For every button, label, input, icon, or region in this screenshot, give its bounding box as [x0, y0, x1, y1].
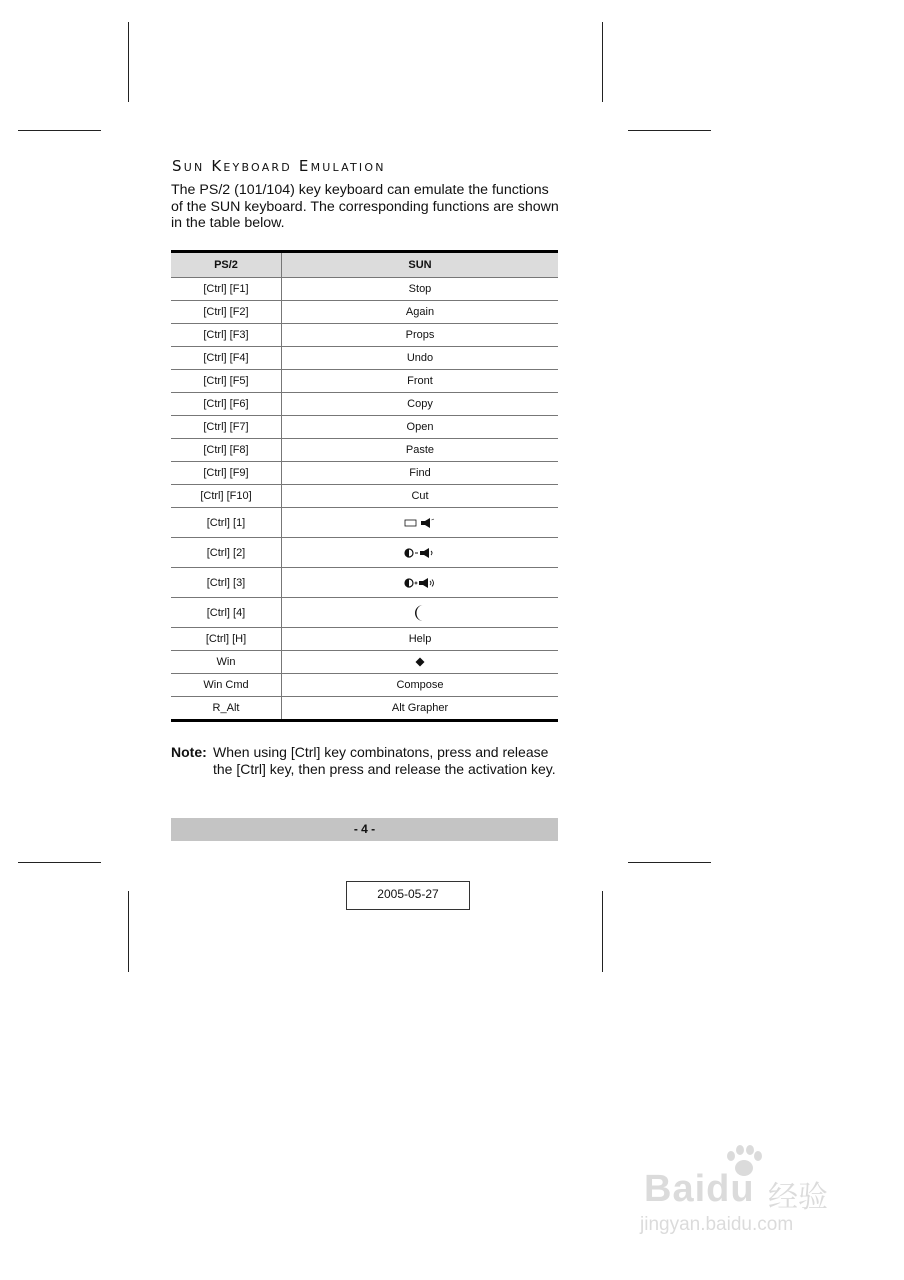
sun-cell: Find	[282, 462, 559, 485]
ps2-cell: [Ctrl] [F5]	[171, 370, 282, 393]
volume-up-icon	[404, 577, 436, 589]
sun-cell: Alt Grapher	[282, 697, 559, 721]
watermark-url: jingyan.baidu.com	[640, 1214, 794, 1235]
sun-cell: Stop	[282, 278, 559, 301]
diamond-icon	[415, 657, 425, 667]
date-box	[346, 881, 470, 910]
intro-paragraph: The PS/2 (101/104) key keyboard can emulate the functions of the SUN keyboard. The corresponding functions are shown in the table below.	[171, 182, 559, 231]
table-row	[171, 598, 558, 628]
table-row	[171, 462, 558, 485]
crop-mark	[602, 891, 603, 972]
sun-cell	[282, 651, 559, 674]
sun-cell	[282, 508, 559, 538]
volume-down-icon	[404, 547, 436, 559]
table-row	[171, 278, 558, 301]
sun-cell: Again	[282, 301, 559, 324]
sun-cell: Compose	[282, 674, 559, 697]
ps2-cell: [Ctrl] [1]	[171, 508, 282, 538]
sun-cell	[282, 538, 559, 568]
ps2-cell: [Ctrl] [F2]	[171, 301, 282, 324]
ps2-cell: R_Alt	[171, 697, 282, 721]
ps2-cell: [Ctrl] [2]	[171, 538, 282, 568]
table-row	[171, 370, 558, 393]
keyboard-mapping-table	[171, 250, 558, 722]
sun-cell	[282, 568, 559, 598]
ps2-cell: [Ctrl] [4]	[171, 598, 282, 628]
crop-mark	[628, 130, 711, 131]
ps2-cell: [Ctrl] [F4]	[171, 347, 282, 370]
sun-cell: Open	[282, 416, 559, 439]
sun-cell: Paste	[282, 439, 559, 462]
watermark-logo: Baidu	[644, 1168, 755, 1210]
ps2-cell: [Ctrl] [F7]	[171, 416, 282, 439]
table-row	[171, 674, 558, 697]
sun-cell: Cut	[282, 485, 559, 508]
note-label: Note:	[171, 744, 207, 760]
column-header-sun: SUN	[282, 252, 559, 278]
ps2-cell: [Ctrl] [F3]	[171, 324, 282, 347]
table-row	[171, 508, 558, 538]
ps2-cell: [Ctrl] [3]	[171, 568, 282, 598]
note	[171, 744, 563, 777]
ps2-cell: Win Cmd	[171, 674, 282, 697]
table-row	[171, 485, 558, 508]
ps2-cell: Win	[171, 651, 282, 674]
crop-mark	[602, 22, 603, 102]
ps2-cell: [Ctrl] [F9]	[171, 462, 282, 485]
ps2-cell: [Ctrl] [F1]	[171, 278, 282, 301]
table-row	[171, 393, 558, 416]
page-number-bar	[171, 818, 558, 841]
sun-cell	[282, 598, 559, 628]
watermark	[640, 1140, 880, 1240]
mute-icon	[404, 517, 436, 529]
table-row	[171, 697, 558, 721]
ps2-cell: [Ctrl] [F6]	[171, 393, 282, 416]
table-row	[171, 651, 558, 674]
sun-cell: Undo	[282, 347, 559, 370]
section-title: Sun Keyboard Emulation	[172, 157, 386, 175]
page-number: - 4 -	[353, 822, 376, 836]
sun-cell: Props	[282, 324, 559, 347]
table-row	[171, 568, 558, 598]
note-text: When using [Ctrl] key combinatons, press and release the [Ctrl] key, then press and release the activation key.	[213, 744, 556, 777]
sun-cell: Help	[282, 628, 559, 651]
table-row	[171, 416, 558, 439]
ps2-cell: [Ctrl] [F10]	[171, 485, 282, 508]
crop-mark	[128, 891, 129, 972]
watermark-cn: 经验	[768, 1181, 828, 1214]
date-text: 2005-05-27	[377, 887, 439, 901]
table-header-row	[171, 252, 558, 278]
ps2-cell: [Ctrl] [H]	[171, 628, 282, 651]
table-row	[171, 538, 558, 568]
table-row	[171, 347, 558, 370]
table-row	[171, 628, 558, 651]
sun-cell: Front	[282, 370, 559, 393]
crop-mark	[18, 862, 101, 863]
table-row	[171, 301, 558, 324]
crop-mark	[128, 22, 129, 102]
sun-cell: Copy	[282, 393, 559, 416]
column-header-ps2: PS/2	[171, 252, 282, 278]
table-row	[171, 324, 558, 347]
crop-mark	[18, 130, 101, 131]
ps2-cell: [Ctrl] [F8]	[171, 439, 282, 462]
moon-icon	[413, 604, 427, 622]
crop-mark	[628, 862, 711, 863]
table-row	[171, 439, 558, 462]
